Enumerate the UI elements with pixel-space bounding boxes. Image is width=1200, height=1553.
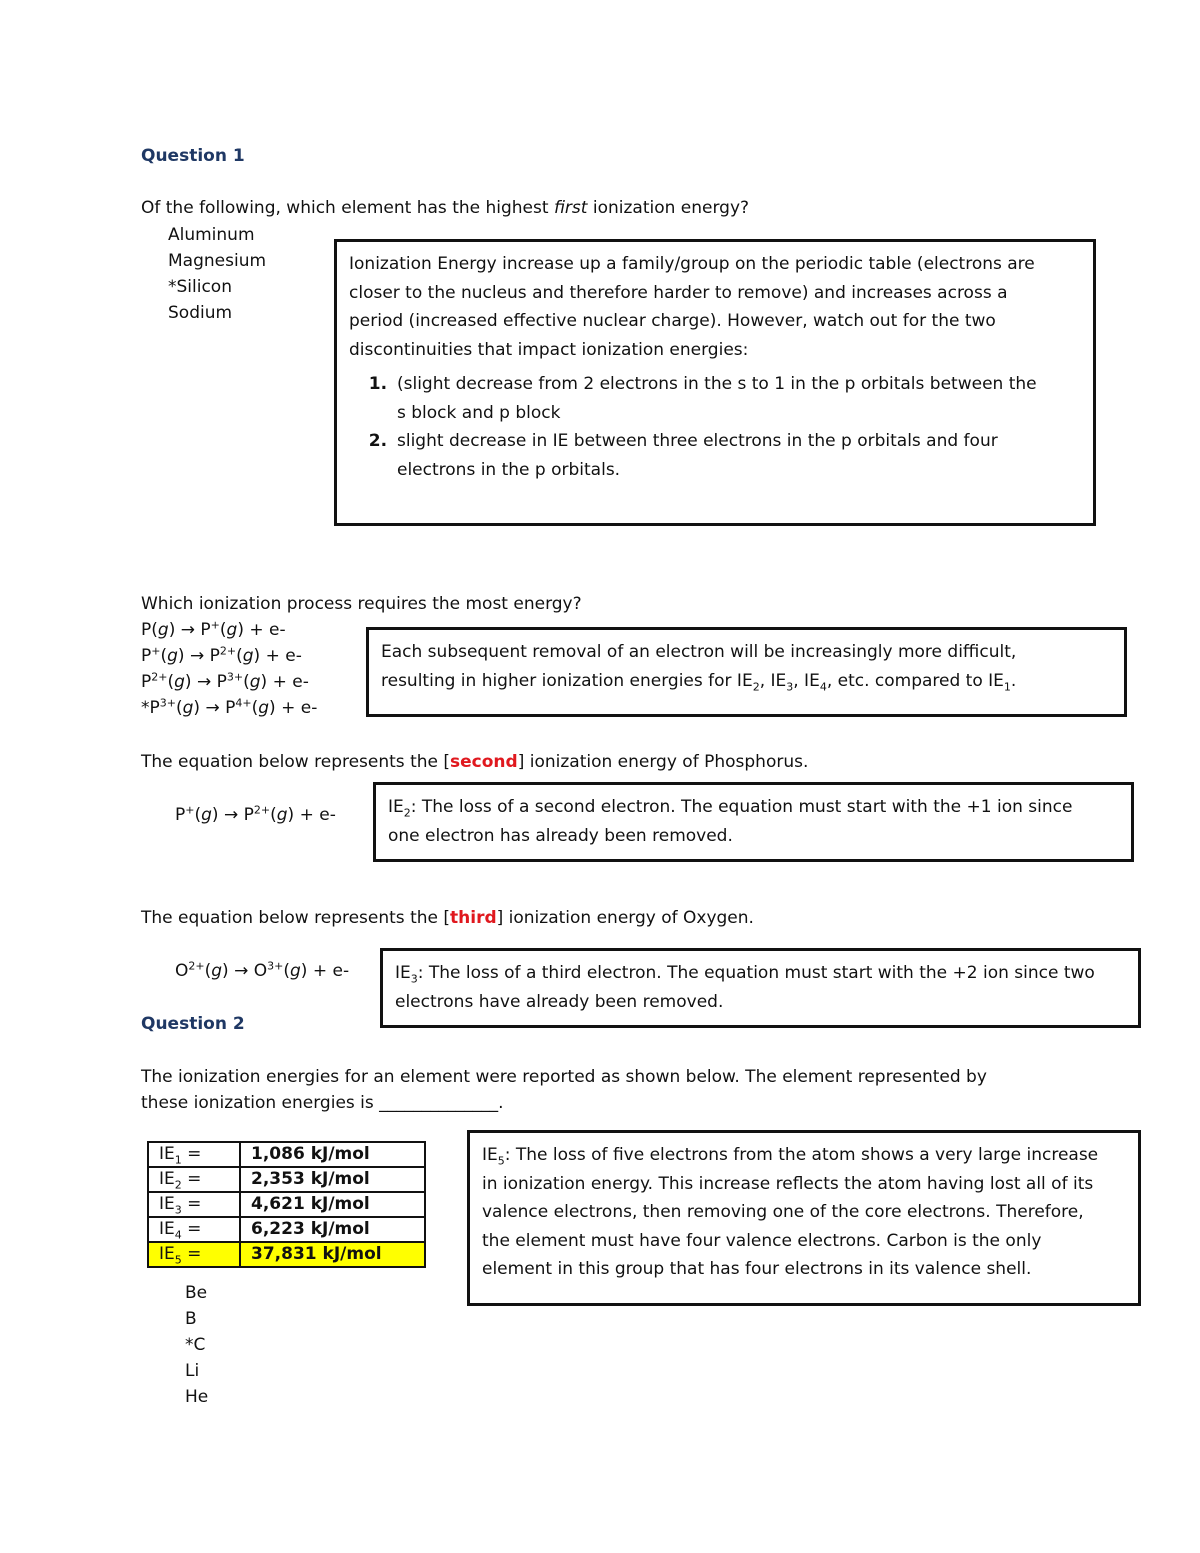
- third-ie-equation: $O^{2+}(g) \to O^{3+}(g) + e-$: [175, 959, 350, 981]
- third-box-line-1: $IE_3$: The loss of a third electron. The equation must start with the +2 ion since two: [395, 963, 1095, 986]
- prompt-text: Of the following, which element has the highest: [141, 198, 554, 218]
- ie-value: 1,086 kJ/mol: [240, 1142, 425, 1167]
- third-ie-statement: The equation below represents the [third] ionization energy of Oxygen.: [141, 908, 754, 928]
- q1-explanation-box: [334, 239, 1096, 526]
- reaction-4: $*P^{3+}(g) \to P^{4+}(g) + e-$: [141, 696, 318, 718]
- third-ie-box: [380, 948, 1141, 1028]
- process-box-line-2: resulting in higher ionization energies for $IE_2$, $IE_3$, $IE_4$, etc. compared to $IE_1$.: [381, 670, 1017, 693]
- question-2-line-1: The ionization energies for an element were reported as shown below. The element represented by: [141, 1067, 987, 1087]
- ie-label: $IE_4$ =: [148, 1217, 240, 1242]
- process-box-line-1: Each subsequent removal of an electron will be increasingly more difficult,: [381, 642, 1017, 662]
- question-1-prompt: [141, 195, 749, 221]
- reaction-2: $P^+(g) \to P^{2+}(g) + e-$: [141, 644, 302, 666]
- q2-box-line-4: the element must have four valence electrons. Carbon is the only: [482, 1230, 1042, 1251]
- q2-box-line-3: valence electrons, then removing one of the core electrons. Therefore,: [482, 1202, 1084, 1222]
- third-box-line-2: electrons have already been removed.: [395, 991, 724, 1012]
- q2-box-line-2: in ionization energy. This increase reflects the atom having lost all of its: [482, 1173, 1094, 1194]
- ie-value: 4,621 kJ/mol: [240, 1192, 425, 1217]
- q2-option-3: *C: [185, 1335, 206, 1355]
- q1-option-3: *Silicon: [168, 277, 232, 297]
- q1-box-line-4: discontinuities that impact ionization energies:: [349, 339, 749, 360]
- question-1-heading: Question 1: [141, 146, 245, 166]
- ie-label: $IE_2$ =: [148, 1167, 240, 1192]
- ie-label: $IE_1$ =: [148, 1142, 240, 1167]
- second-ie-statement: The equation below represents the [second] ionization energy of Phosphorus.: [141, 752, 809, 772]
- q1-box-line-2: closer to the nucleus and therefore harder to remove) and increases across a: [349, 282, 1008, 303]
- ie-value: 2,353 kJ/mol: [240, 1167, 425, 1192]
- q1-option-1: Aluminum: [168, 225, 255, 245]
- table-row-highlighted: [148, 1242, 425, 1267]
- prompt-emphasis: first: [553, 198, 588, 218]
- second-ie-box: [373, 782, 1134, 862]
- table-row: [148, 1167, 425, 1192]
- process-explanation-box: [366, 627, 1127, 717]
- ionization-energy-table: [147, 1141, 426, 1268]
- ie-label: $IE_5$ =: [148, 1242, 240, 1267]
- table-row: [148, 1217, 425, 1242]
- discontinuity-list: [349, 370, 1081, 484]
- q2-option-2: B: [185, 1309, 197, 1329]
- second-box-line-1: $IE_2$: The loss of a second electron. The equation must start with the +1 ion since: [388, 797, 1073, 820]
- q2-option-4: Li: [185, 1361, 200, 1381]
- discontinuity-item-2: 2. slight decrease in IE between three electrons in the p orbitals and four electrons in the p orbitals.: [393, 427, 1081, 484]
- q2-option-1: Be: [185, 1283, 208, 1303]
- q1-box-line-3: period (increased effective nuclear charge). However, watch out for the two: [349, 311, 996, 331]
- reaction-1: P(g) → P+(g) + e-: [141, 618, 286, 640]
- question-2-heading: Question 2: [141, 1014, 245, 1034]
- ie-value: 6,223 kJ/mol: [240, 1217, 425, 1242]
- q2-explanation-box: [467, 1130, 1141, 1306]
- reaction-3: $P^{2+}(g) \to P^{3+}(g) + e-$: [141, 670, 309, 692]
- q1-box-line-1: Ionization Energy increase up a family/group on the periodic table (electrons are: [349, 254, 1035, 274]
- second-box-line-2: one electron has already been removed.: [388, 825, 733, 846]
- ie-label: $IE_3$ =: [148, 1192, 240, 1217]
- q2-box-line-5: element in this group that has four electrons in its valence shell.: [482, 1259, 1032, 1279]
- q2-box-line-1: $IE_5$: The loss of five electrons from the atom shows a very large increase: [482, 1145, 1099, 1168]
- second-ie-equation: $P^+(g) \to P^{2+}(g) + e-$: [175, 803, 336, 825]
- q2-option-5: He: [185, 1387, 209, 1407]
- process-prompt: Which ionization process requires the most energy?: [141, 594, 582, 614]
- ie-value: 37,831 kJ/mol: [240, 1242, 425, 1267]
- discontinuity-item-1: 1. (slight decrease from 2 electrons in the s to 1 in the p orbitals between the s block and p block: [393, 370, 1081, 427]
- question-2-line-2: these ionization energies is ______________.: [141, 1093, 504, 1113]
- table-row: [148, 1192, 425, 1217]
- q1-option-2: Magnesium: [168, 251, 267, 271]
- q1-option-4: Sodium: [168, 303, 233, 323]
- prompt-text-end: ionization energy?: [587, 198, 750, 218]
- table-row: [148, 1142, 425, 1167]
